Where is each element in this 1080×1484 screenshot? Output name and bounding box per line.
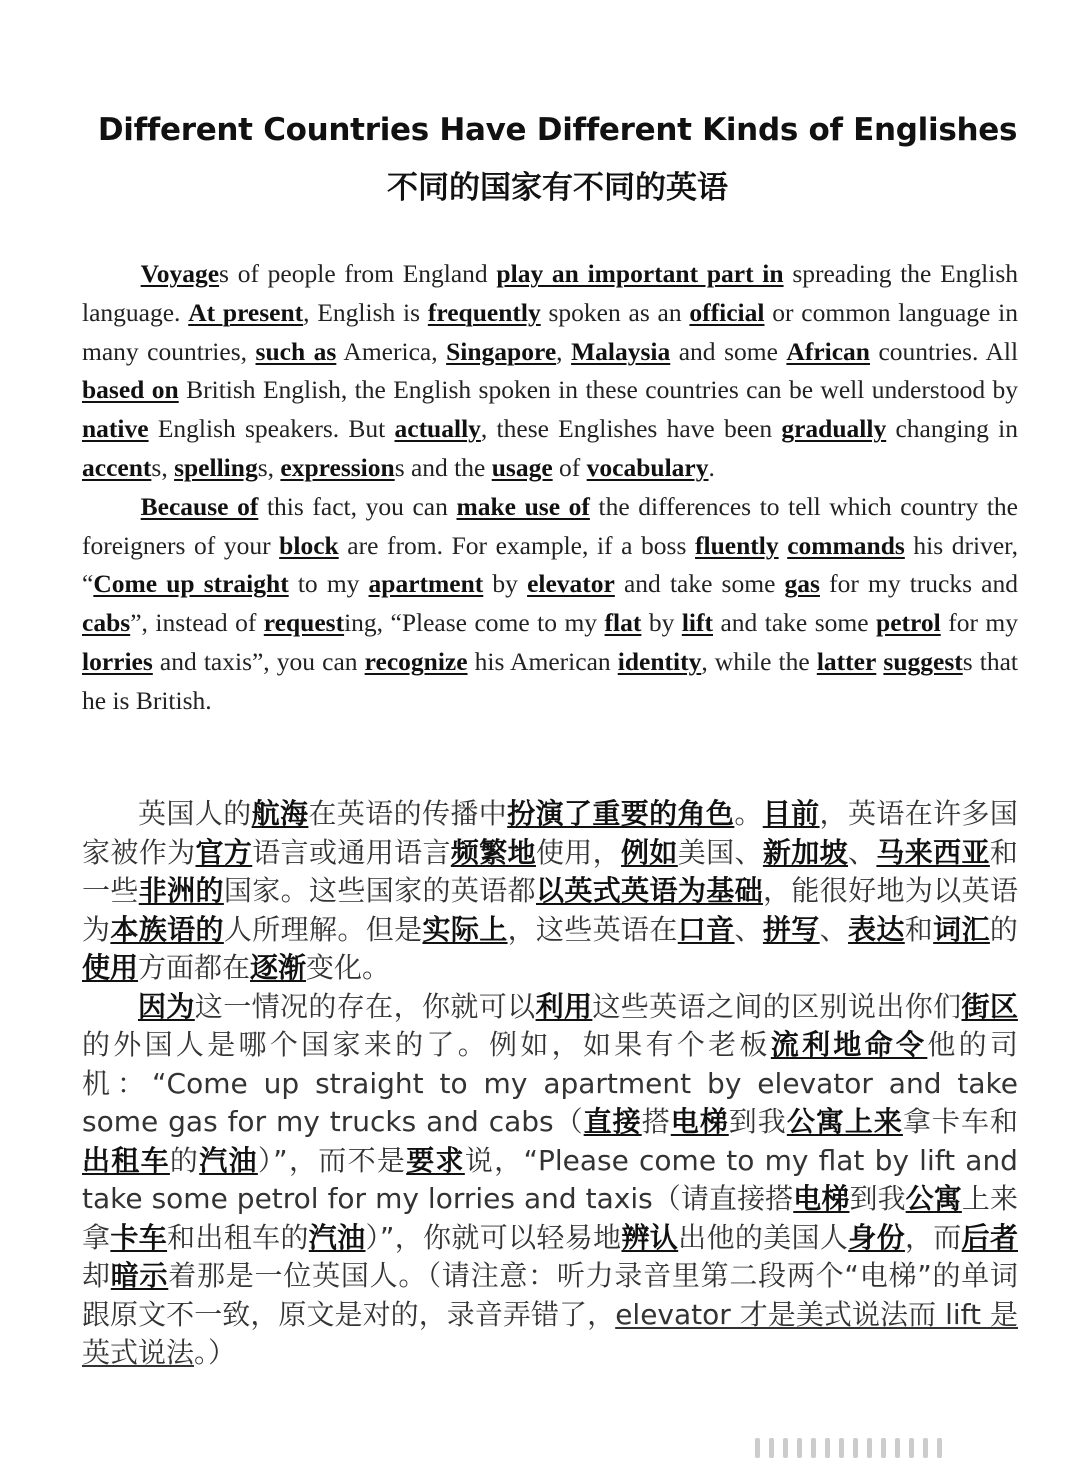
text-run: 和一些 — [82, 835, 1018, 907]
vocabulary-highlight: Malaysia — [571, 336, 671, 366]
text-run: 的 — [169, 1143, 200, 1177]
vocabulary-highlight: 本族语的 — [110, 912, 224, 946]
text-run: and take some — [713, 608, 877, 638]
vocabulary-highlight: commands — [787, 530, 905, 560]
vocabulary-highlight: such as — [255, 336, 337, 366]
text-run: 却 — [82, 1259, 111, 1292]
vocabulary-highlight: Because of — [140, 491, 259, 521]
vocabulary-highlight: request — [263, 608, 345, 638]
text-run: and some — [670, 336, 787, 366]
english-paragraph — [82, 488, 1018, 721]
vocabulary-highlight: 暗示 — [110, 1259, 169, 1292]
vocabulary-highlight: 卡车 — [110, 1220, 168, 1254]
text-run: ）”，你就可以轻易地 — [365, 1220, 622, 1254]
vocabulary-highlight: accent — [82, 452, 152, 482]
text-run: ，这些英语在 — [507, 912, 678, 946]
text-run: 的外国人是哪个国家来的了。例如，如果有个老板 — [82, 1028, 771, 1061]
vocabulary-highlight: vocabulary — [586, 452, 709, 482]
text-run: s of people from England — [219, 259, 497, 288]
text-run: and take some — [614, 569, 785, 599]
vocabulary-highlight: official — [689, 297, 765, 327]
text-run: ，英语在许多国家被作为 — [82, 797, 1018, 869]
text-run: 。 — [734, 797, 763, 830]
text-run: this fact, you can — [258, 491, 457, 521]
vocabulary-highlight: African — [786, 336, 870, 366]
text-run: 方面都在 — [138, 951, 251, 984]
vocabulary-highlight: 街区 — [961, 989, 1018, 1023]
vocabulary-highlight: 口音 — [677, 912, 735, 946]
vocabulary-highlight: make use of — [456, 491, 590, 521]
text-run: , — [556, 336, 572, 366]
vocabulary-highlight: lorries — [82, 646, 153, 676]
vocabulary-highlight: 航海 — [251, 797, 309, 830]
text-run: 出他的美国人 — [678, 1220, 849, 1254]
vocabulary-highlight: 逐渐 — [250, 951, 307, 984]
text-run: and taxis”, you can — [152, 646, 365, 676]
text-run: or common language in many countries, — [82, 297, 1018, 366]
vocabulary-highlight: 身份 — [848, 1220, 905, 1254]
vocabulary-highlight: based on — [82, 375, 179, 405]
vocabulary-highlight: 以英式英语为基础 — [535, 874, 763, 907]
vocabulary-highlight: 汽油 — [308, 1220, 366, 1254]
vocabulary-highlight: 因为 — [138, 989, 195, 1023]
english-paragraph — [82, 255, 1018, 488]
text-run: 、 — [848, 835, 877, 869]
text-run: changing in — [886, 414, 1019, 444]
text-run: 美国、 — [677, 835, 763, 869]
note-underline: elevator 才是美式说法而 lift 是英式说法 — [82, 1297, 1018, 1369]
vocabulary-highlight: 使用 — [82, 951, 139, 984]
text-run: America, — [336, 336, 447, 366]
text-run: ，而 — [904, 1220, 962, 1254]
text-run: to my — [288, 569, 369, 599]
text-run: 使用， — [535, 835, 622, 869]
vocabulary-highlight: 出租车 — [82, 1143, 170, 1177]
document-title-english: Different Countries Have Different Kinds of Englishes — [97, 112, 1018, 148]
vocabulary-highlight: fluently — [695, 530, 779, 560]
vocabulary-highlight: lift — [681, 608, 713, 638]
text-run: 着那是一位英国人。（请注意：听力录音里第二段两个“电梯”的单词跟原文不一致，原文是对的，录音弄错了， — [82, 1259, 1018, 1331]
vocabulary-highlight: 马来西亚 — [876, 835, 990, 869]
text-run: , English is — [303, 297, 428, 327]
vocabulary-highlight: petrol — [876, 608, 941, 638]
text-run: 和出租车的 — [167, 1220, 309, 1254]
text-run: 他的司机：“Come up straight to my apartment by elevator and take some gas for my trucks and cabs（ — [82, 1028, 1018, 1138]
vocabulary-highlight: play an important part in — [496, 259, 784, 288]
vocabulary-highlight: Voyage — [140, 259, 220, 288]
text-run: s that he is British. — [82, 646, 1018, 715]
text-run: spoken as an — [540, 297, 690, 327]
vocabulary-highlight: 电梯 — [670, 1105, 729, 1138]
vocabulary-highlight: 要求 — [406, 1143, 465, 1177]
text-run: 这一情况的存在，你就可以 — [194, 989, 536, 1023]
document-title-chinese: 不同的国家有不同的英语 — [387, 170, 728, 206]
text-run: 变化。 — [306, 951, 391, 984]
text-run: , these Englishes have been — [480, 414, 782, 444]
text-run: his American — [467, 646, 618, 676]
text-run: . — [708, 452, 715, 482]
vocabulary-highlight: cabs — [82, 608, 131, 638]
vocabulary-highlight: 后者 — [961, 1220, 1018, 1254]
vocabulary-highlight: frequently — [427, 297, 541, 327]
text-run: British English, the English spoken in these countries can be well understood by — [178, 375, 1018, 405]
text-run: countries. All — [869, 336, 1019, 366]
vocabulary-highlight: 拼写 — [762, 912, 820, 946]
text-run: 、 — [819, 912, 849, 946]
vocabulary-highlight: 频繁地 — [450, 835, 536, 869]
text-run: for my — [940, 608, 1018, 638]
text-run: of — [552, 452, 587, 482]
vocabulary-highlight: 官方 — [195, 835, 253, 869]
vocabulary-highlight: 辨认 — [621, 1220, 679, 1254]
vocabulary-highlight: 电梯 — [793, 1182, 850, 1215]
text-run: 搭 — [641, 1105, 671, 1138]
text-run: 这些英语之间的区别说出你们 — [592, 989, 962, 1023]
vocabulary-highlight: gas — [784, 569, 820, 599]
vocabulary-highlight: 公寓 — [905, 1182, 962, 1215]
text-run: are from. For example, if a boss — [338, 530, 696, 560]
vocabulary-highlight: suggest — [883, 646, 963, 676]
text-run: s, — [257, 452, 281, 482]
text-run: 、 — [734, 912, 763, 946]
english-text — [82, 255, 1018, 721]
text-run: s, — [151, 452, 175, 482]
text-run: ，能很好地为以英语为 — [82, 874, 1018, 946]
vocabulary-highlight: gradually — [781, 414, 887, 444]
text-run: 语言或通用语言 — [252, 835, 451, 869]
chinese-translation — [82, 795, 1018, 1373]
vocabulary-highlight: elevator — [527, 569, 615, 599]
vocabulary-highlight: latter — [816, 646, 877, 676]
vocabulary-highlight: 直接 — [583, 1105, 642, 1138]
text-run — [779, 531, 788, 560]
text-run: the differences to tell which country the foreigners of your — [82, 491, 1018, 560]
vocabulary-highlight: block — [279, 530, 339, 560]
text-run: ing, “Please come to my — [344, 608, 605, 638]
text-run: ）”，而不是 — [257, 1143, 407, 1177]
vocabulary-highlight: identity — [617, 646, 702, 676]
vocabulary-highlight: 新加坡 — [762, 835, 849, 869]
vocabulary-highlight: Come up straight — [93, 569, 289, 599]
page-indicator[interactable] — [755, 1437, 1055, 1459]
vocabulary-highlight: usage — [491, 452, 553, 482]
vocabulary-highlight: 利用 — [535, 989, 593, 1023]
text-run: 的 — [989, 912, 1018, 946]
text-run: , while the — [701, 646, 817, 676]
vocabulary-highlight: 流利地命令 — [770, 1028, 928, 1061]
vocabulary-highlight: actually — [394, 414, 481, 444]
text-run: for my trucks and — [819, 569, 1018, 599]
text-run: 人所理解。但是 — [223, 912, 423, 946]
vocabulary-highlight: 汽油 — [199, 1143, 258, 1177]
text-run: 拿卡车和 — [902, 1105, 1018, 1138]
text-run: 上来拿 — [82, 1182, 1018, 1254]
chinese-paragraph — [82, 795, 1018, 988]
text-run: 在英语的传播中 — [308, 797, 508, 830]
text-run: 英国人的 — [138, 797, 252, 830]
vocabulary-highlight: 非洲的 — [138, 874, 224, 907]
vocabulary-highlight: native — [82, 414, 149, 444]
text-run: 国家。这些国家的英语都 — [223, 874, 536, 907]
text-run: his driver, “ — [82, 530, 1019, 599]
vocabulary-highlight: 实际上 — [422, 912, 508, 946]
vocabulary-highlight: Singapore — [446, 336, 557, 366]
text-run: 说，“Please come to my flat by lift and take some petrol for my lorries and taxis（请直接搭 — [82, 1143, 1018, 1215]
vocabulary-highlight: 目前 — [762, 797, 820, 830]
text-run: 和 — [904, 912, 934, 946]
text-run: s and the — [394, 452, 492, 482]
text-run: 到我 — [849, 1182, 906, 1215]
vocabulary-highlight: 例如 — [621, 835, 678, 869]
vocabulary-highlight: 扮演了重要的角色 — [507, 797, 735, 830]
vocabulary-highlight: flat — [604, 608, 642, 638]
vocabulary-highlight: At present — [188, 297, 304, 327]
text-run: 。） — [194, 1336, 237, 1369]
chinese-paragraph — [82, 988, 1018, 1373]
text-run: English speakers. But — [148, 414, 395, 444]
text-run: 到我 — [728, 1105, 787, 1138]
text-run: by — [641, 608, 682, 638]
text-run: spreading the English language. — [82, 259, 1018, 327]
vocabulary-highlight: 词汇 — [933, 912, 990, 946]
vocabulary-highlight: recognize — [364, 646, 468, 676]
vocabulary-highlight: 公寓上来 — [786, 1105, 903, 1138]
vocabulary-highlight: expression — [280, 452, 395, 482]
text-run: ”, instead of — [130, 608, 264, 638]
vocabulary-highlight: 表达 — [848, 912, 905, 946]
vocabulary-highlight: apartment — [368, 569, 484, 599]
vocabulary-highlight: spelling — [174, 452, 258, 482]
text-run: by — [483, 569, 528, 599]
